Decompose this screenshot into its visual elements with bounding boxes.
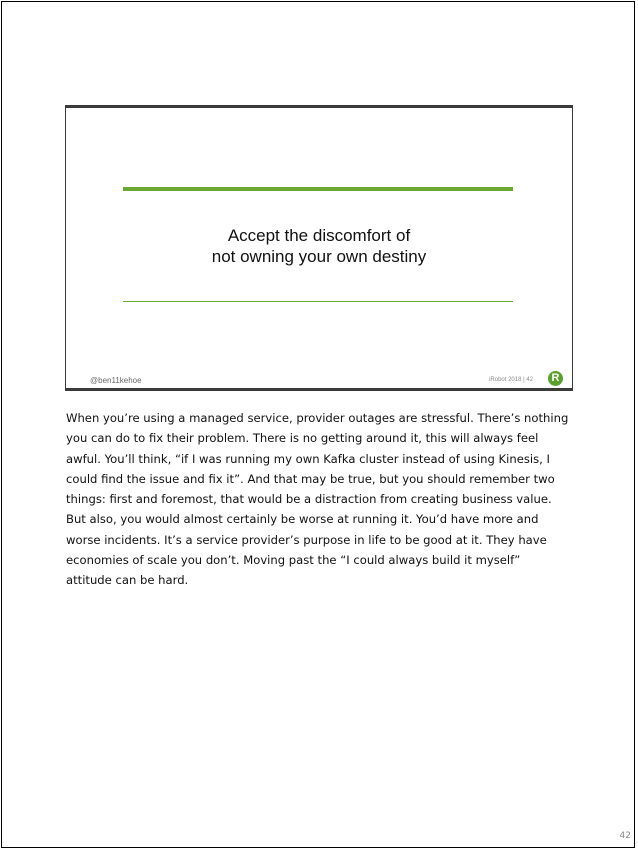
irobot-logo-icon: R: [548, 371, 563, 386]
slide-border-top: [65, 105, 573, 108]
notes-line: But also, you would almost certainly be worse at running it. You’d have more and: [66, 512, 539, 527]
slide-thumbnail: [65, 105, 573, 391]
notes-line: attitude can be hard.: [66, 573, 189, 588]
slide-title-line-2: not owning your own destiny: [211, 247, 427, 266]
speaker-notes: [66, 408, 569, 591]
notes-line: When you’re using a managed service, provider outages are stressful. There’s nothing: [66, 411, 569, 425]
slide-title-line-1: Accept the discomfort of: [227, 226, 411, 245]
title-rule-bottom: [123, 301, 513, 302]
twitter-handle: @ben11kehoe: [90, 376, 142, 385]
slide-border-bottom: [65, 388, 573, 391]
notes-line: worse incidents. It’s a service provider’s purpose in life to be good at it. They have: [66, 532, 547, 547]
page-number: 42: [619, 831, 631, 841]
notes-line: economies of scale you don’t. Moving past the “I could always build it myself”: [66, 553, 521, 568]
notes-line: awful. You’ll think, “if I was running my own Kafka cluster instead of using Kinesis, I: [66, 451, 550, 466]
notes-line: things: first and foremost, that would be a distraction from creating business value.: [66, 492, 552, 507]
slide-title: [65, 225, 573, 267]
title-rule-top: [123, 187, 513, 191]
notes-line: could find the issue and fix it”. And that may be true, but you should remember two: [66, 471, 555, 486]
slide-footer: iRobot 2018 | 42: [489, 377, 533, 383]
notes-line: you can do to fix their problem. There is no getting around it, this will always feel: [66, 431, 539, 446]
